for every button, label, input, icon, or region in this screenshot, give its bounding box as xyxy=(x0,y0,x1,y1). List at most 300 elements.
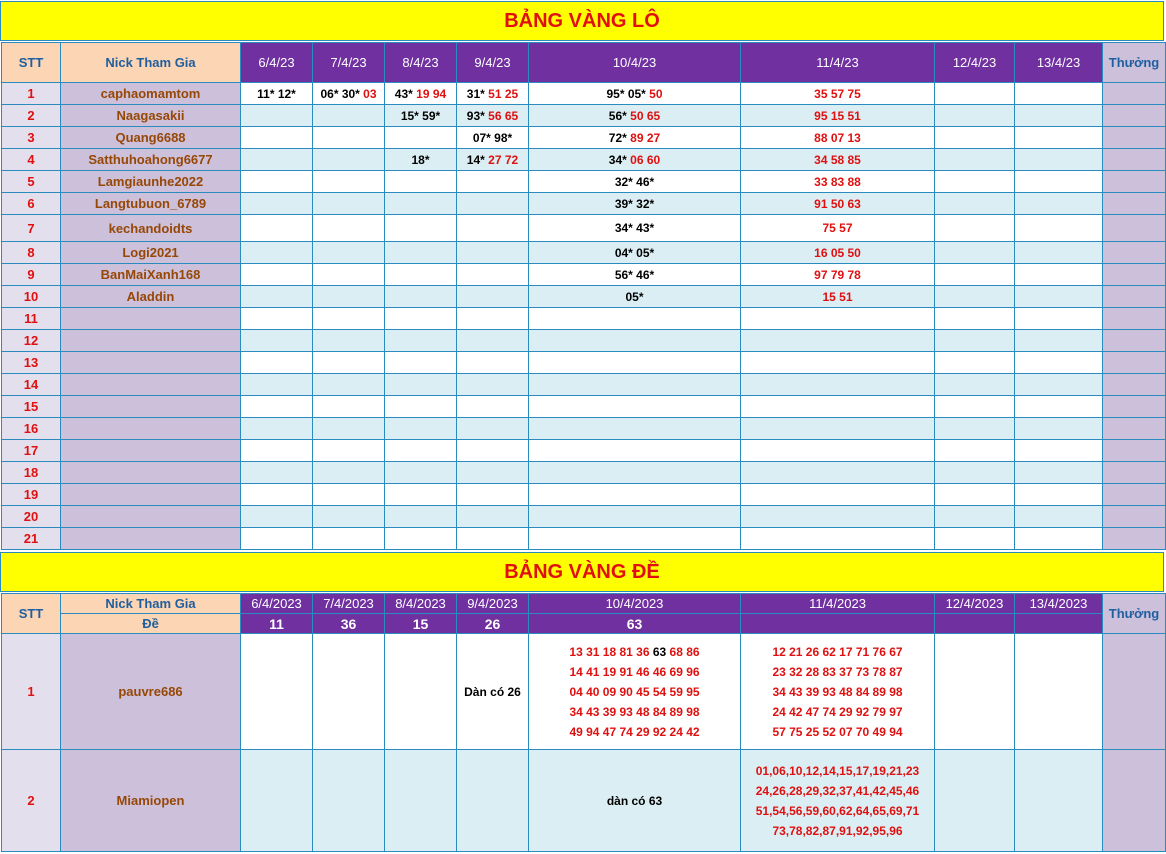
number-text: 51,54,56,59,60,62,64,65,69,71 xyxy=(755,803,920,818)
lo-pick-cell xyxy=(313,171,385,193)
lo-pick-cell xyxy=(529,440,741,462)
de-pick-cell xyxy=(313,634,385,750)
thuong-header: Thưởng xyxy=(1103,594,1166,634)
lo-pick-cell xyxy=(1015,105,1103,127)
lo-pick-cell xyxy=(241,396,313,418)
reward-cell xyxy=(1103,528,1166,550)
lo-pick-cell xyxy=(1015,528,1103,550)
pick-numbers: 05* xyxy=(625,289,644,304)
number-text: 57 75 25 52 07 70 49 94 xyxy=(772,724,903,739)
lo-pick-cell xyxy=(935,396,1015,418)
reward-cell xyxy=(1103,149,1166,171)
row-number: 21 xyxy=(2,528,61,550)
lo-pick-cell xyxy=(935,374,1015,396)
player-nick xyxy=(61,462,241,484)
lo-pick-cell xyxy=(529,506,741,528)
pick-numbers: 32* 46* xyxy=(614,174,655,189)
de-pick-cell xyxy=(741,750,935,852)
lo-pick-cell xyxy=(241,83,313,105)
number-text: 01,06,10,12,14,15,17,19,21,23 xyxy=(755,763,920,778)
lo-pick-cell xyxy=(457,418,529,440)
lo-pick-cell xyxy=(935,193,1015,215)
reward-cell xyxy=(1103,286,1166,308)
reward-cell xyxy=(1103,308,1166,330)
lo-pick-cell xyxy=(935,149,1015,171)
hit-numbers: 06 60 xyxy=(630,152,661,167)
number-line xyxy=(741,662,934,682)
lo-pick-cell xyxy=(385,396,457,418)
date-header: 7/4/23 xyxy=(313,43,385,83)
lo-pick-cell xyxy=(457,264,529,286)
de-pick-cell xyxy=(457,750,529,852)
nick-header: Nick Tham Gia xyxy=(61,594,241,614)
lo-pick-cell xyxy=(385,171,457,193)
date-header: 11/4/2023 xyxy=(741,594,935,614)
lo-pick-cell xyxy=(457,171,529,193)
pick-numbers: 93* xyxy=(466,108,489,123)
pick-numbers: 56* 46* xyxy=(614,267,655,282)
lo-pick-cell xyxy=(935,462,1015,484)
player-nick: kechandoidts xyxy=(61,215,241,242)
reward-cell xyxy=(1103,418,1166,440)
lo-pick-cell xyxy=(385,440,457,462)
date-header: 9/4/2023 xyxy=(457,594,529,614)
lo-pick-cell xyxy=(529,330,741,352)
pick-numbers: 56* xyxy=(608,108,631,123)
lo-header-row xyxy=(2,43,1166,83)
lo-pick-cell xyxy=(741,418,935,440)
lo-pick-cell xyxy=(241,374,313,396)
lo-pick-cell xyxy=(385,484,457,506)
lo-pick-cell xyxy=(935,215,1015,242)
lo-row xyxy=(2,105,1166,127)
lo-pick-cell xyxy=(457,462,529,484)
lo-pick-cell xyxy=(935,308,1015,330)
lo-pick-cell xyxy=(935,105,1015,127)
hit-numbers: 33 83 88 xyxy=(814,174,861,189)
lo-pick-cell xyxy=(385,242,457,264)
hit-numbers: 95 15 51 xyxy=(814,108,861,123)
lo-pick-cell xyxy=(1015,242,1103,264)
reward-cell xyxy=(1103,396,1166,418)
de-pick-cell xyxy=(1015,634,1103,750)
lo-pick-cell xyxy=(457,506,529,528)
hit-numbers: 97 79 78 xyxy=(814,267,861,282)
lo-pick-cell xyxy=(741,286,935,308)
lo-pick-cell xyxy=(935,440,1015,462)
lo-pick-cell xyxy=(457,105,529,127)
lo-pick-cell xyxy=(313,215,385,242)
date-header: 13/4/23 xyxy=(1015,43,1103,83)
de-pick-cell xyxy=(935,634,1015,750)
lo-pick-cell xyxy=(457,83,529,105)
row-number: 5 xyxy=(2,171,61,193)
lo-pick-cell xyxy=(241,528,313,550)
de-header-row xyxy=(2,594,1166,614)
de-pick-cell xyxy=(529,750,741,852)
lo-pick-cell xyxy=(313,396,385,418)
lo-pick-cell xyxy=(1015,171,1103,193)
row-number: 7 xyxy=(2,215,61,242)
lo-pick-cell xyxy=(313,352,385,374)
de-result: 63 xyxy=(529,614,741,634)
lo-pick-cell xyxy=(741,352,935,374)
lo-pick-cell xyxy=(385,330,457,352)
reward-cell xyxy=(1103,440,1166,462)
lo-row xyxy=(2,242,1166,264)
lo-pick-cell xyxy=(313,418,385,440)
lo-pick-cell xyxy=(741,127,935,149)
player-nick xyxy=(61,396,241,418)
lo-pick-cell xyxy=(741,215,935,242)
date-header: 8/4/2023 xyxy=(385,594,457,614)
pick-numbers: 18* xyxy=(411,152,430,167)
player-nick: Quang6688 xyxy=(61,127,241,149)
dan-note: Dàn có 26 xyxy=(464,684,521,699)
player-nick: Naagasakii xyxy=(61,105,241,127)
lo-pick-cell xyxy=(385,308,457,330)
lo-title: BẢNG VÀNG LÔ xyxy=(0,1,1164,41)
de-result xyxy=(1015,614,1103,634)
reward-cell xyxy=(1103,750,1166,852)
reward-cell xyxy=(1103,374,1166,396)
lo-pick-cell xyxy=(457,193,529,215)
hit-numbers: 50 65 xyxy=(630,108,661,123)
number-line xyxy=(529,702,740,722)
hit-numbers: 91 50 63 xyxy=(814,196,861,211)
row-number: 17 xyxy=(2,440,61,462)
lo-pick-cell xyxy=(457,127,529,149)
stt-header: STT xyxy=(2,43,61,83)
hit-numbers: 27 72 xyxy=(488,152,519,167)
lo-pick-cell xyxy=(1015,506,1103,528)
lo-pick-cell xyxy=(313,462,385,484)
lo-pick-cell xyxy=(385,286,457,308)
number-line xyxy=(529,682,740,702)
player-nick xyxy=(61,418,241,440)
lo-pick-cell xyxy=(529,105,741,127)
lo-row xyxy=(2,440,1166,462)
lo-pick-cell xyxy=(241,193,313,215)
lo-pick-cell xyxy=(529,286,741,308)
lo-pick-cell xyxy=(313,127,385,149)
number-line xyxy=(529,642,740,662)
number-text: 12 21 26 62 17 71 76 67 xyxy=(772,644,903,659)
number-text: 04 40 09 90 45 54 59 95 xyxy=(569,684,700,699)
lo-pick-cell xyxy=(741,264,935,286)
row-number: 2 xyxy=(2,105,61,127)
player-nick: pauvre686 xyxy=(61,634,241,750)
hit-numbers: 35 57 75 xyxy=(814,86,861,101)
de-pick-cell xyxy=(385,750,457,852)
lo-pick-cell xyxy=(529,193,741,215)
lo-pick-cell xyxy=(385,105,457,127)
date-header: 10/4/23 xyxy=(529,43,741,83)
date-header: 7/4/2023 xyxy=(313,594,385,614)
player-nick: Aladdin xyxy=(61,286,241,308)
hit-numbers: 89 27 xyxy=(630,130,661,145)
lo-pick-cell xyxy=(529,418,741,440)
thuong-header: Thưởng xyxy=(1103,43,1166,83)
lo-pick-cell xyxy=(241,440,313,462)
reward-cell xyxy=(1103,193,1166,215)
de-label: Đề xyxy=(61,614,241,634)
lo-pick-cell xyxy=(241,149,313,171)
number-line xyxy=(741,642,934,662)
lo-pick-cell xyxy=(1015,374,1103,396)
lo-pick-cell xyxy=(313,484,385,506)
lo-pick-cell xyxy=(457,352,529,374)
hit-numbers: 88 07 13 xyxy=(814,130,861,145)
lo-pick-cell xyxy=(313,506,385,528)
row-number: 1 xyxy=(2,634,61,750)
reward-cell xyxy=(1103,127,1166,149)
number-text: 23 32 28 83 37 73 78 87 xyxy=(772,664,903,679)
lo-pick-cell xyxy=(385,149,457,171)
de-result: 15 xyxy=(385,614,457,634)
player-nick: Langtubuon_6789 xyxy=(61,193,241,215)
player-nick: BanMaiXanh168 xyxy=(61,264,241,286)
date-header: 6/4/2023 xyxy=(241,594,313,614)
lo-pick-cell xyxy=(529,484,741,506)
player-nick xyxy=(61,528,241,550)
number-list xyxy=(741,761,934,841)
hit-numbers: 15 51 xyxy=(822,289,853,304)
row-number: 16 xyxy=(2,418,61,440)
date-header: 13/4/2023 xyxy=(1015,594,1103,614)
lo-pick-cell xyxy=(529,242,741,264)
lo-pick-cell xyxy=(1015,286,1103,308)
lo-pick-cell xyxy=(385,374,457,396)
number-line xyxy=(741,722,934,742)
hit-numbers: 16 05 50 xyxy=(814,245,861,260)
player-nick: Miamiopen xyxy=(61,750,241,852)
date-header: 9/4/23 xyxy=(457,43,529,83)
lo-table xyxy=(1,42,1166,550)
lo-pick-cell xyxy=(241,462,313,484)
player-nick xyxy=(61,308,241,330)
number-line xyxy=(529,722,740,742)
lo-pick-cell xyxy=(741,440,935,462)
lo-row xyxy=(2,462,1166,484)
lo-pick-cell xyxy=(313,308,385,330)
de-pick-cell xyxy=(313,750,385,852)
lo-pick-cell xyxy=(529,374,741,396)
lo-pick-cell xyxy=(741,83,935,105)
player-nick: Lamgiaunhe2022 xyxy=(61,171,241,193)
lo-pick-cell xyxy=(457,440,529,462)
de-row xyxy=(2,634,1166,750)
lo-row xyxy=(2,308,1166,330)
lo-pick-cell xyxy=(741,506,935,528)
lo-row xyxy=(2,396,1166,418)
lo-row xyxy=(2,484,1166,506)
lo-pick-cell xyxy=(241,127,313,149)
number-text: 13 31 18 81 36 xyxy=(569,644,653,659)
hit-numbers: 56 65 xyxy=(488,108,519,123)
lo-row xyxy=(2,374,1166,396)
lo-pick-cell xyxy=(313,330,385,352)
winning-number: 63 xyxy=(652,644,667,659)
lo-pick-cell xyxy=(385,506,457,528)
lo-pick-cell xyxy=(313,286,385,308)
lo-pick-cell xyxy=(313,105,385,127)
lo-pick-cell xyxy=(529,127,741,149)
lo-row xyxy=(2,528,1166,550)
lo-pick-cell xyxy=(529,528,741,550)
player-nick xyxy=(61,352,241,374)
hit-numbers: 19 94 xyxy=(416,86,447,101)
lo-pick-cell xyxy=(241,418,313,440)
lo-pick-cell xyxy=(935,127,1015,149)
number-text: 34 43 39 93 48 84 89 98 xyxy=(569,704,700,719)
date-header: 12/4/2023 xyxy=(935,594,1015,614)
reward-cell xyxy=(1103,105,1166,127)
lo-row xyxy=(2,352,1166,374)
number-line xyxy=(741,781,934,801)
de-pick-cell xyxy=(741,634,935,750)
reward-cell xyxy=(1103,352,1166,374)
row-number: 15 xyxy=(2,396,61,418)
lo-pick-cell xyxy=(241,264,313,286)
lo-pick-cell xyxy=(529,149,741,171)
lo-pick-cell xyxy=(529,171,741,193)
lo-pick-cell xyxy=(241,330,313,352)
number-text: 24,26,28,29,32,37,41,42,45,46 xyxy=(755,783,920,798)
lo-pick-cell xyxy=(741,396,935,418)
number-line xyxy=(741,801,934,821)
row-number: 13 xyxy=(2,352,61,374)
pick-numbers: 34* 43* xyxy=(614,221,655,235)
lo-pick-cell xyxy=(457,528,529,550)
lo-pick-cell xyxy=(313,242,385,264)
lo-pick-cell xyxy=(313,83,385,105)
pick-numbers: 72* xyxy=(608,130,631,145)
player-nick xyxy=(61,330,241,352)
de-result-row xyxy=(2,614,1166,634)
lo-pick-cell xyxy=(741,171,935,193)
lo-pick-cell xyxy=(1015,215,1103,242)
lo-pick-cell xyxy=(1015,193,1103,215)
reward-cell xyxy=(1103,330,1166,352)
lo-pick-cell xyxy=(741,242,935,264)
row-number: 6 xyxy=(2,193,61,215)
de-result xyxy=(935,614,1015,634)
lo-row xyxy=(2,215,1166,242)
date-header: 12/4/23 xyxy=(935,43,1015,83)
lo-pick-cell xyxy=(741,193,935,215)
lo-pick-cell xyxy=(741,149,935,171)
pick-numbers: 06* 30* xyxy=(320,86,364,101)
lo-pick-cell xyxy=(1015,418,1103,440)
lo-row xyxy=(2,171,1166,193)
lo-pick-cell xyxy=(935,330,1015,352)
player-nick xyxy=(61,440,241,462)
reward-cell xyxy=(1103,506,1166,528)
lo-pick-cell xyxy=(313,374,385,396)
row-number: 10 xyxy=(2,286,61,308)
lo-row xyxy=(2,418,1166,440)
lo-pick-cell xyxy=(529,264,741,286)
row-number: 9 xyxy=(2,264,61,286)
number-line xyxy=(741,702,934,722)
lo-pick-cell xyxy=(741,374,935,396)
de-pick-cell xyxy=(935,750,1015,852)
lo-pick-cell xyxy=(935,264,1015,286)
lo-pick-cell xyxy=(241,105,313,127)
nick-header: Nick Tham Gia xyxy=(61,43,241,83)
lo-pick-cell xyxy=(457,308,529,330)
lo-pick-cell xyxy=(529,308,741,330)
reward-cell xyxy=(1103,484,1166,506)
row-number: 2 xyxy=(2,750,61,852)
lo-pick-cell xyxy=(529,352,741,374)
reward-cell xyxy=(1103,215,1166,242)
lo-pick-cell xyxy=(241,242,313,264)
lo-pick-cell xyxy=(313,440,385,462)
de-pick-cell xyxy=(1015,750,1103,852)
dan-note: dàn có 63 xyxy=(606,793,663,808)
lo-pick-cell xyxy=(1015,83,1103,105)
number-text: 73,78,82,87,91,92,95,96 xyxy=(772,823,903,838)
lo-pick-cell xyxy=(741,484,935,506)
row-number: 12 xyxy=(2,330,61,352)
lo-row xyxy=(2,193,1166,215)
lo-pick-cell xyxy=(241,506,313,528)
lo-pick-cell xyxy=(1015,330,1103,352)
row-number: 1 xyxy=(2,83,61,105)
row-number: 11 xyxy=(2,308,61,330)
lo-pick-cell xyxy=(457,484,529,506)
reward-cell xyxy=(1103,171,1166,193)
date-header: 10/4/2023 xyxy=(529,594,741,614)
pick-numbers: 34* xyxy=(608,152,631,167)
lo-pick-cell xyxy=(385,528,457,550)
de-row xyxy=(2,750,1166,852)
lo-row xyxy=(2,127,1166,149)
lo-pick-cell xyxy=(313,264,385,286)
de-result: 26 xyxy=(457,614,529,634)
lo-pick-cell xyxy=(529,83,741,105)
lo-row xyxy=(2,506,1166,528)
player-nick: caphaomamtom xyxy=(61,83,241,105)
lo-pick-cell xyxy=(1015,352,1103,374)
pick-numbers: 95* 05* xyxy=(606,86,650,101)
lo-row xyxy=(2,330,1166,352)
pick-numbers: 14* xyxy=(466,152,489,167)
lo-pick-cell xyxy=(935,83,1015,105)
lo-pick-cell xyxy=(935,506,1015,528)
de-table xyxy=(1,593,1166,852)
row-number: 18 xyxy=(2,462,61,484)
number-list xyxy=(529,642,740,742)
hit-numbers: 50 xyxy=(649,86,663,101)
number-line xyxy=(741,821,934,841)
lo-pick-cell xyxy=(1015,149,1103,171)
date-header: 11/4/23 xyxy=(741,43,935,83)
lo-pick-cell xyxy=(1015,440,1103,462)
de-result: 36 xyxy=(313,614,385,634)
pick-numbers: 31* xyxy=(466,86,489,101)
hit-numbers: 03 xyxy=(363,86,377,101)
lo-pick-cell xyxy=(741,105,935,127)
number-line xyxy=(741,682,934,702)
row-number: 19 xyxy=(2,484,61,506)
lo-pick-cell xyxy=(241,286,313,308)
lo-pick-cell xyxy=(385,215,457,242)
number-text: 14 41 19 91 46 46 69 96 xyxy=(569,664,700,679)
player-nick xyxy=(61,374,241,396)
